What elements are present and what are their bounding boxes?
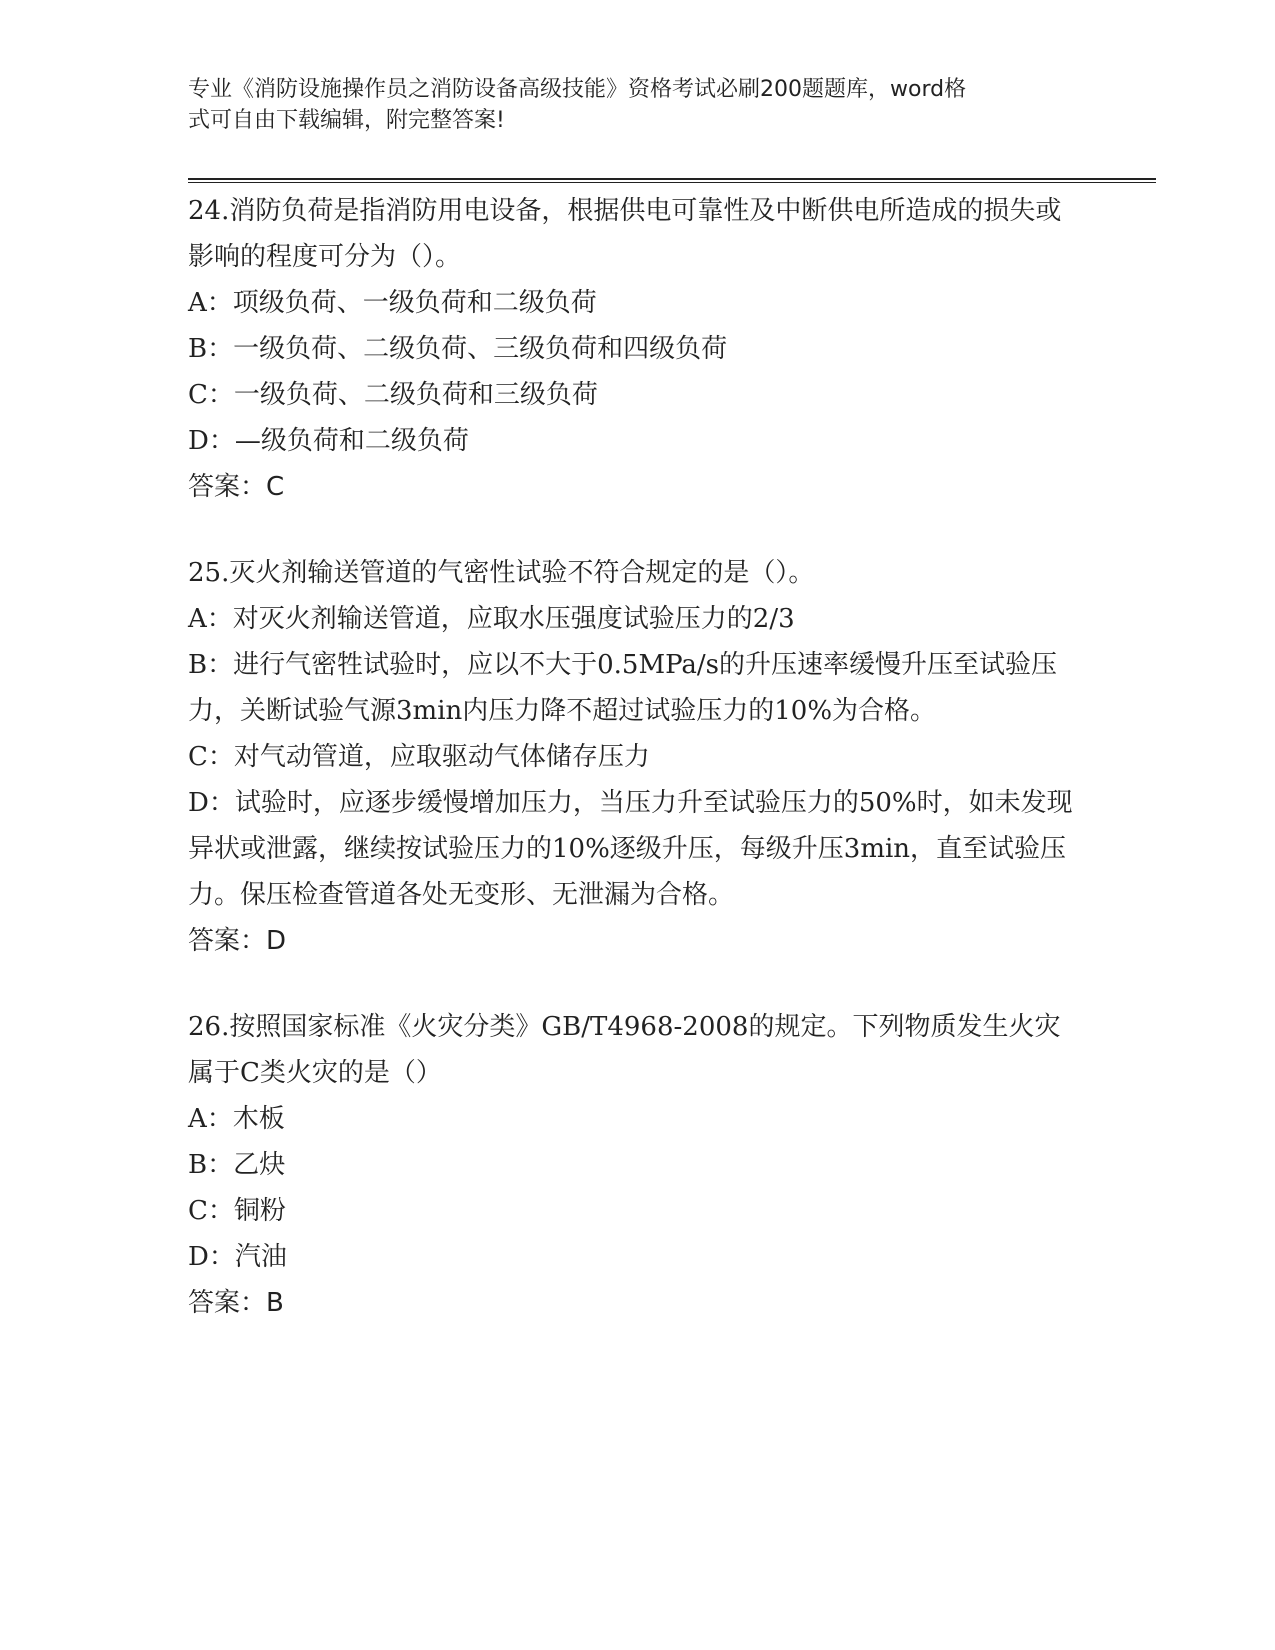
option-d: D：—级负荷和二级负荷 [188, 426, 469, 456]
question-26 [188, 1004, 1078, 1326]
answer-label: 答案：B [188, 1288, 284, 1318]
option-d: D：汽油 [188, 1242, 287, 1272]
option-c: C：铜粉 [188, 1196, 286, 1226]
question-text: 25.灭火剂输送管道的气密性试验不符合规定的是（）。 [188, 558, 815, 588]
option-c: C：对气动管道，应取驱动气体储存压力 [188, 742, 650, 772]
answer-label: 答案：D [188, 926, 287, 956]
option-b: B：进行气密牲试验时，应以不大于0.5MPa/s的升压速率缓慢升压至试验压力，关断试验气源3min内压力降不超过试验压力的10%为合格。 [188, 650, 1058, 726]
question-text: 24.消防负荷是指消防用电设备，根据供电可靠性及中断供电所造成的损失或影响的程度可分为（）。 [188, 196, 1062, 272]
header-divider [188, 178, 1156, 183]
question-25 [188, 550, 1078, 964]
question-text: 26.按照国家标准《火灾分类》GB/T4968-2008的规定。下列物质发生火灾属于C类火灾的是（） [188, 1012, 1061, 1088]
header-line-2: 式可自由下载编辑，附完整答案! [188, 108, 505, 133]
question-24 [188, 188, 1078, 510]
option-d: D：试验时，应逐步缓慢增加压力，当压力升至试验压力的50%时，如未发现异状或泄露，继续按试验压力的10%逐级升压，每级升压3min，直至试验压力。保压检查管道各处无变形、无泄漏为合格。 [188, 788, 1073, 910]
option-b: B：乙炔 [188, 1150, 286, 1180]
document-header [188, 74, 1068, 136]
option-b: B：一级负荷、二级负荷、三级负荷和四级负荷 [188, 334, 728, 364]
option-a: A：木板 [188, 1104, 285, 1134]
option-c: C：一级负荷、二级负荷和三级负荷 [188, 380, 598, 410]
option-a: A：项级负荷、一级负荷和二级负荷 [188, 288, 597, 318]
header-line-1: 专业《消防设施操作员之消防设备高级技能》资格考试必刷200题题库，word格 [188, 77, 967, 102]
option-a: A：对灭火剂输送管道，应取水压强度试验压力的2/3 [188, 604, 795, 634]
answer-label: 答案：C [188, 472, 285, 502]
question-list [188, 188, 1078, 1366]
